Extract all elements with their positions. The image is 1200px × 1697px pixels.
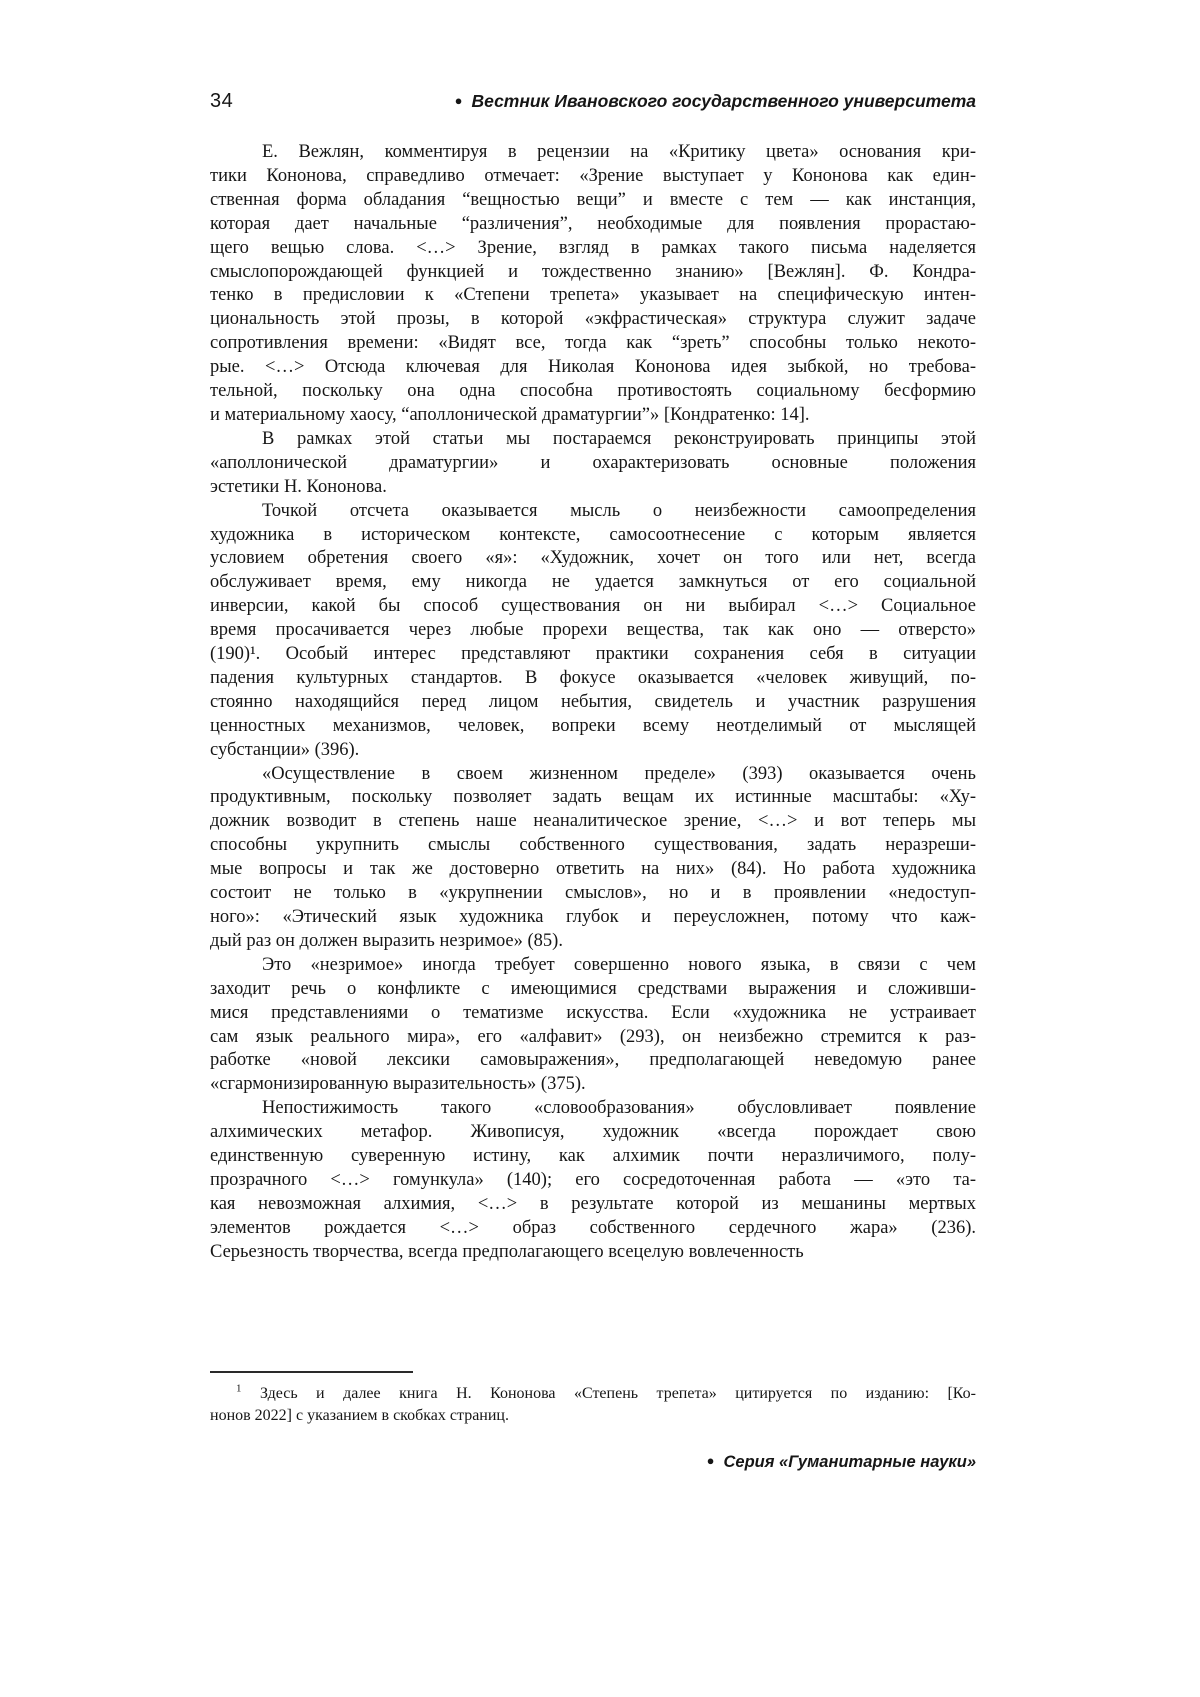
paragraph [210,763,976,954]
paragraph [210,141,976,428]
text-line: сам язык реального мира», его «алфавит» (293), он неизбежно стремится к раз- [210,1026,976,1047]
text-line: Непостижимость такого «словообразования» обусловливает появление [262,1098,976,1119]
text-line: мые вопросы и так же достоверно ответить на них» (84). Но работа художника [210,859,976,880]
footnote-rule [210,1371,413,1373]
paragraph [210,954,976,1097]
text-line: субстанции» (396). [210,739,360,760]
footnote-text: Здесь и далее книга Н. Кононова «Степень трепета» цитируется по изданию: [Ко- [259,1385,976,1402]
text-line: дый раз он должен выразить незримое» (85). [210,930,563,951]
text-line: сопротивления времени: «Видят все, тогда как “зреть” способны только некото- [210,333,976,354]
text-line: «аполлонической драматургии» и охарактеризовать основные положения [210,452,976,473]
journal-title-text: Вестник Ивановского государственного университета [471,91,976,111]
text-line: которая дает начальные “различения”, необходимые для появления прорастаю- [210,213,976,234]
text-line: смыслопорождающей функцией и тождественно знанию» [Вежлян]. Ф. Кондра- [210,261,976,282]
text-line: художника в историческом контексте, самосоотнесение с которым является [210,524,976,545]
paragraph [210,1097,976,1264]
text-line: рые. <…> Отсюда ключевая для Николая Кононова идея зыбкой, но требова- [210,357,976,378]
text-line: кая невозможная алхимия, <…> в результате которой из мешанины мертвых [210,1193,976,1214]
text-line: единственную суверенную истину, как алхимик почти неразличимого, полу- [210,1146,976,1167]
text-line: прозрачного <…> гомункула» (140); его сосредоточенная работа — «это та- [210,1169,976,1190]
bullet-icon: ● [454,93,463,108]
paragraph [210,428,976,500]
text-line: (190)¹. Особый интерес представляют практики сохранения себя в ситуации [210,644,976,665]
text-line: алхимических метафор. Живописуя, художник «всегда порождает свою [210,1122,976,1143]
footnote-line [210,1383,976,1405]
page-number: 34 [210,90,234,112]
journal-title [455,91,976,112]
text-line: ственная форма обладания “вещностью вещи” и вместе с тем — как инстанция, [210,189,976,210]
text-line: тенко в предисловии к «Степени трепета» указывает на специфическую интен- [210,285,976,306]
text-line: В рамках этой статьи мы постараемся реконструировать принципы этой [262,428,976,449]
text-line: эстетики Н. Кононова. [210,476,387,497]
text-line: Это «незримое» иногда требует совершенно нового языка, в связи с чем [262,954,976,975]
article-body [210,141,976,1265]
text-line: тельной, поскольку она одна способна противостоять социальному бесформию [210,381,976,402]
bullet-icon: ● [706,1453,715,1468]
text-line: тики Кононова, справедливо отмечает: «Зрение выступает у Кононова как един- [210,165,976,186]
text-line: «Осуществление в своем жизненном пределе» (393) оказывается очень [262,763,976,784]
text-line: состоит не только в «укрупнении смыслов», но и в проявлении «недоступ- [210,883,976,904]
text-line: и материальному хаосу, “аполлонической драматургии”» [Кондратенко: 14]. [210,404,810,425]
footnote [210,1383,976,1426]
text-line: ценностных механизмов, человек, вопреки всему неотделимый от мыслящей [210,715,976,736]
text-line: ного»: «Этический язык художника глубок и переусложнен, потому что каж- [210,907,976,927]
footnote-marker: 1 [236,1382,242,1395]
text-line: обслуживает время, ему никогда не удается замкнуться от его социальной [210,572,976,593]
text-line: работке «новой лексики самовыражения», предполагающей неведомую ранее [210,1050,976,1071]
series-footer [707,1453,976,1472]
text-line: способны укрупнить смыслы собственного существования, задать неразреши- [210,835,976,856]
text-line: время просачивается через любые прорехи вещества, так как оно — отверсто» [210,620,976,641]
series-title: Серия «Гуманитарные науки» [723,1453,976,1471]
text-line: мися представлениями о тематизме искусства. Если «художника не устраивает [210,1002,976,1023]
footnote-line: нонов 2022] с указанием в скобках страниц. [210,1406,509,1424]
text-line: заходит речь о конфликте с имеющимися средствами выражения и сложивши- [210,978,976,999]
text-line: продуктивным, поскольку позволяет задать вещам их истинные масштабы: «Ху- [210,787,976,808]
text-line: стоянно находящийся перед лицом небытия, свидетель и участник разрушения [210,691,976,712]
text-line: дожник возводит в степень наше неаналитическое зрение, <…> и вот теперь мы [210,811,976,832]
text-line: Серьезность творчества, всегда предполагающего всецелую вовлеченность [210,1241,804,1262]
text-line: условием обретения своего «я»: «Художник, хочет он того или нет, всегда [210,548,976,569]
text-line: Е. Вежлян, комментируя в рецензии на «Критику цвета» основания кри- [262,142,976,162]
text-line: Точкой отсчета оказывается мысль о неизбежности самоопределения [262,500,976,521]
text-line: падения культурных стандартов. В фокусе оказывается «человек живущий, по- [210,667,976,688]
text-line: циональность этой прозы, в которой «экфрастическая» структура служит задаче [210,309,976,330]
paragraph [210,500,976,763]
text-line: элементов рождается <…> образ собственного сердечного жара» (236). [210,1217,976,1238]
running-head [210,90,976,113]
text-line: щего вещью слова. <…> Зрение, взгляд в рамках такого письма наделяется [210,237,976,258]
text-line: «сгармонизированную выразительность» (375). [210,1074,586,1095]
text-line: инверсии, какой бы способ существования он ни выбирал <…> Социальное [210,596,976,617]
